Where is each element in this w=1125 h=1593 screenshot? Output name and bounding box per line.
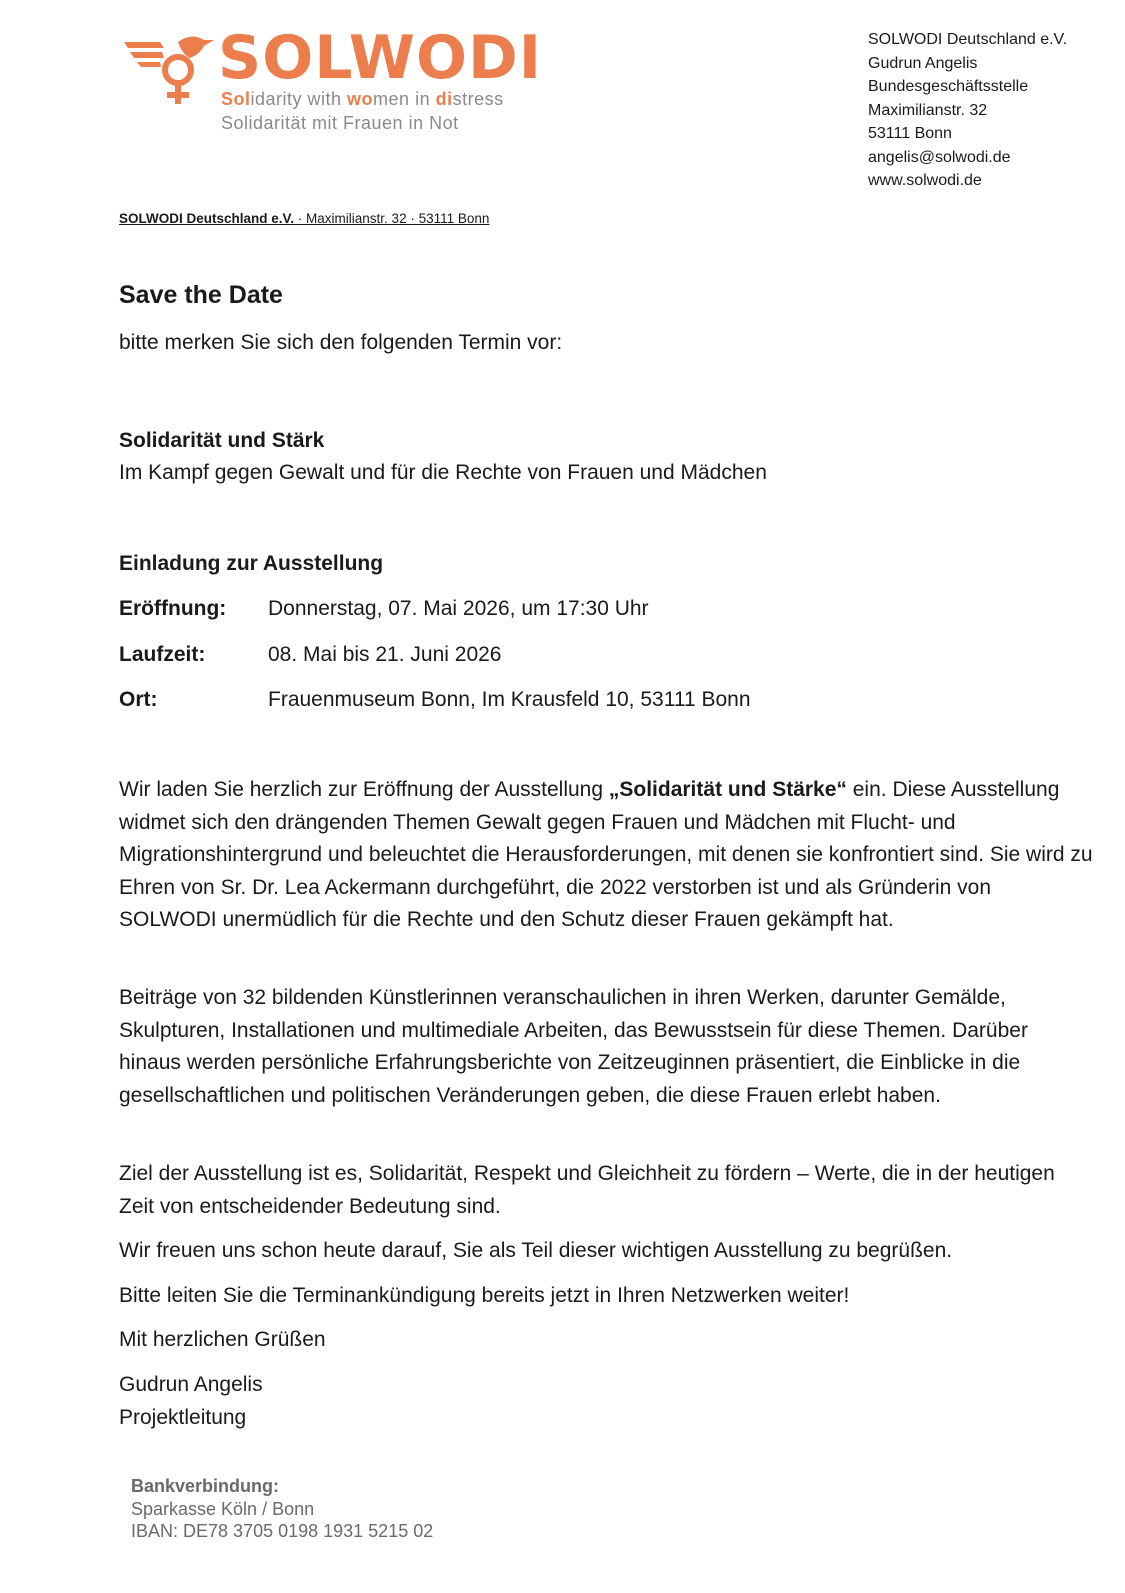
- detail-label-duration: Laufzeit:: [119, 643, 206, 666]
- tagline-segment: men in: [373, 89, 436, 109]
- logo-tagline-de: Solidarität mit Frauen in Not: [221, 113, 459, 133]
- body-paragraph-4: Wir freuen uns schon heute darauf, Sie als Teil dieser wichtigen Ausstellung zu begrüßen.: [119, 1239, 953, 1262]
- body-paragraph-3: Ziel der Ausstellung ist es, Solidarität, Respekt und Gleichheit zu fördern – Werte, die in der heutigen Zeit von entscheidender Bedeutung sind.: [119, 1162, 1055, 1218]
- bank-details: [131, 1475, 433, 1543]
- detail-value-opening: Donnerstag, 07. Mai 2026, um 17:30 Uhr: [268, 597, 649, 620]
- detail-label-location: Ort:: [119, 688, 158, 711]
- bank-iban: IBAN: DE78 3705 0198 1931 5215 02: [131, 1521, 434, 1541]
- intro-text: bitte merken Sie sich den folgenden Termin vor:: [119, 331, 563, 354]
- closing-text: Mit herzlichen Grüßen: [119, 1328, 326, 1351]
- invitation-heading: Einladung zur Ausstellung: [119, 552, 384, 575]
- event-subtitle: Im Kampf gegen Gewalt und für die Rechte von Frauen und Mädchen: [119, 461, 767, 484]
- address-line: SOLWODI Deutschland e.V.: [868, 31, 1068, 48]
- body-paragraph-2: Beiträge von 32 bildenden Künstlerinnen veranschaulichen in ihren Werken, darunter Gemälde, Skulpturen, Installationen und multimediale Arbeiten, das Bewusstsein für diese Themen. Darüber hinaus werden persönliche Erfahrungsberichte von Zeitzeuginnen präsentiert, die Einblicke in die gesellschaftlichen und politischen Veränderungen geben, die diese Frauen erlebt haben.: [119, 986, 1028, 1107]
- solwodi-logo-icon: [120, 30, 215, 110]
- sender-return-line: [119, 211, 489, 226]
- sender-address-block: [868, 28, 1067, 193]
- detail-value-location: Frauenmuseum Bonn, Im Krausfeld 10, 53111 Bonn: [268, 688, 751, 711]
- sender-org: SOLWODI Deutschland e.V.: [119, 211, 295, 226]
- paragraph-text: Wir laden Sie herzlich zur Eröffnung der Ausstellung: [119, 778, 609, 801]
- address-website: www.solwodi.de: [868, 172, 982, 189]
- logo-wordmark: SOLWODI: [218, 23, 543, 93]
- address-line: Maximilianstr. 32: [868, 101, 988, 119]
- paragraph-text: ein. Diese Ausstellung widmet sich den drängenden Themen Gewalt gegen Frauen und Mädchen mit Flucht- und Migrationshintergrund und beleuchtet die Herausforderungen, mit denen sie konfrontiert sind. Sie wird zu Ehren von Sr. Dr. Lea Ackermann durchgeführt, die 2022 verstorben ist und als Gründerin von SOLWODI unermüdlich für die Rechte und den Schutz dieser Frauen gekämpft hat.: [119, 778, 1093, 932]
- tagline-highlight: Sol: [221, 89, 251, 109]
- address-email: angelis@solwodi.de: [868, 148, 1011, 166]
- exhibition-name: „Solidarität und Stärke“: [608, 778, 847, 801]
- logo-tagline-en: [221, 89, 504, 110]
- bank-name: Sparkasse Köln / Bonn: [131, 1498, 315, 1519]
- body-paragraph-5: Bitte leiten Sie die Terminankündigung bereits jetzt in Ihren Netzwerken weiter!: [119, 1284, 850, 1307]
- event-title: Solidarität und Stärk: [119, 429, 325, 452]
- detail-value-duration: 08. Mai bis 21. Juni 2026: [268, 643, 502, 666]
- page-title: Save the Date: [119, 281, 283, 309]
- address-line: Gudrun Angelis: [868, 54, 978, 72]
- detail-label-opening: Eröffnung:: [119, 597, 227, 620]
- tagline-segment: idarity with: [250, 89, 348, 109]
- signer-name: Gudrun Angelis: [119, 1373, 263, 1396]
- address-line: Bundesgeschäftsstelle: [868, 78, 1029, 95]
- body-paragraph-1: [119, 774, 1094, 937]
- tagline-highlight: wo: [347, 89, 374, 109]
- signer-role: Projektleitung: [119, 1406, 247, 1429]
- tagline-highlight: di: [435, 89, 453, 109]
- address-line: 53111 Bonn: [868, 125, 952, 142]
- sender-address: · Maximilianstr. 32 · 53111 Bonn: [294, 211, 490, 226]
- bank-label: Bankverbindung:: [131, 1476, 280, 1496]
- tagline-segment: stress: [452, 89, 504, 109]
